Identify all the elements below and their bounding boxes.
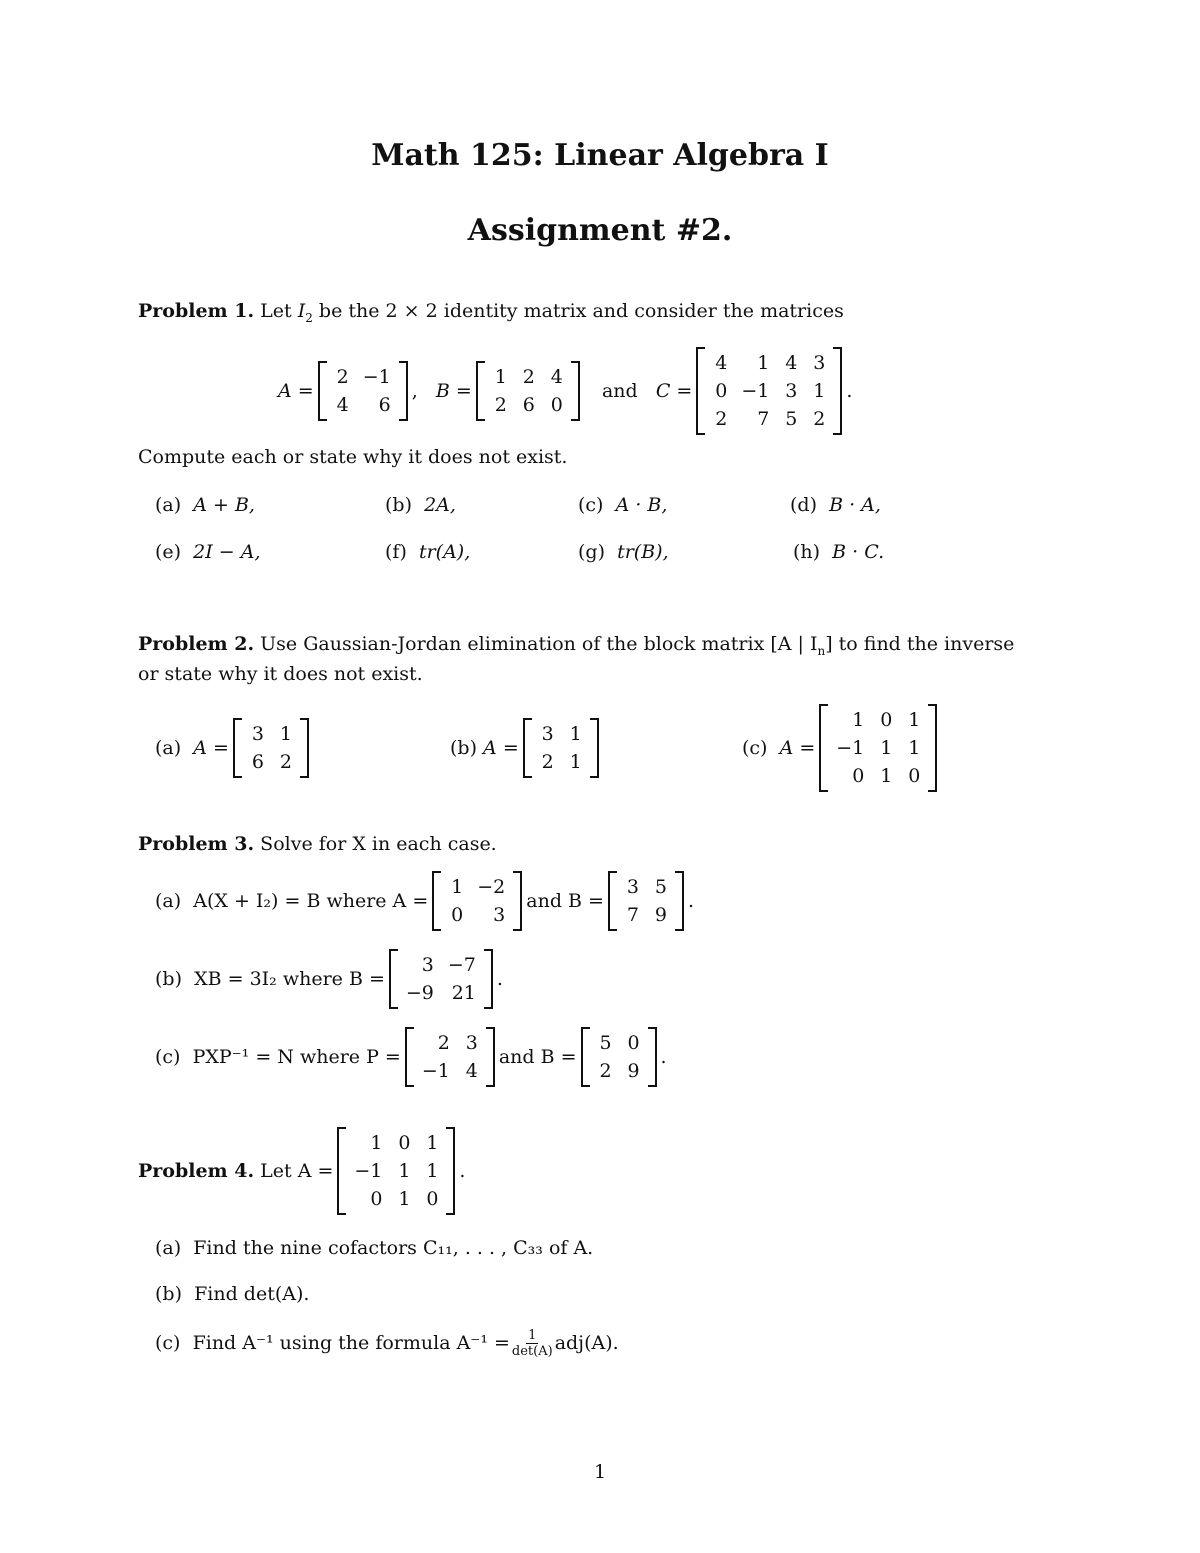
- matrix-entry: −1: [354, 1160, 383, 1182]
- matrix-a: [318, 361, 408, 421]
- problem-1-heading: Problem 1.: [138, 300, 255, 322]
- matrix-entry: −2: [477, 876, 506, 898]
- matrix-2a: [233, 718, 309, 778]
- bracket-left: [405, 1027, 414, 1087]
- matrix-entry: 3: [626, 876, 639, 898]
- matrix-entry: 1: [908, 737, 921, 759]
- matrix-entry: −1: [421, 1060, 450, 1082]
- bracket-left: [608, 871, 617, 931]
- problem-3c: (c) PXP⁻¹ = N where P = 2 3 −1 4 and B = 5 0 2 9 .: [155, 1027, 667, 1087]
- matrix-entry: 1: [813, 380, 826, 402]
- matrix-3a-a: [432, 871, 522, 931]
- problem-1-intro: Problem 1. Let $I_2$ be the 2 × 2 identity matrix and consider the matrices: [138, 300, 844, 325]
- matrix-entry: 1: [852, 709, 865, 731]
- matrix-entry: 5: [785, 408, 798, 430]
- matrix-entry: 1: [908, 709, 921, 731]
- matrix-entry: 0: [451, 904, 464, 926]
- matrix-entry: 1: [398, 1188, 411, 1210]
- matrix-entry: −1: [741, 380, 770, 402]
- matrix-entry: 2: [813, 408, 826, 430]
- part-1a: (a) A + B,: [155, 494, 255, 516]
- matrix-entry: 0: [370, 1188, 383, 1210]
- problem-1-matrices: A = 2 −1 4 6 , B = 1 2 4 2 6 0 and C = 4 1 4 3 0 −1 3 1 2 7 5 2 .: [278, 348, 852, 434]
- bracket-right: [675, 871, 684, 931]
- matrix-entry: 0: [398, 1132, 411, 1154]
- matrix-entry: 4: [336, 394, 349, 416]
- part-1b: (b) 2A,: [385, 494, 456, 516]
- bracket-right: [833, 347, 842, 435]
- part-1d: (d) B · A,: [790, 494, 881, 516]
- bracket-right: [399, 361, 408, 421]
- matrix-entry: 3: [251, 723, 264, 745]
- problem-2-intro-line2: or state why it does not exist.: [138, 663, 423, 685]
- matrix-entry: 4: [715, 352, 728, 374]
- problem-2-intro: Problem 2. Use Gaussian-Jordan elimination of the block matrix [A | $I_n$] to find the inverse: [138, 633, 1015, 658]
- matrix-entry: −7: [447, 954, 476, 976]
- matrix-2c: [819, 704, 937, 792]
- problem-3b: (b) XB = 3I₂ where B = 3 −7 −9 21 .: [155, 949, 503, 1009]
- matrix-c: [696, 347, 842, 435]
- problem-4a: (a) Find the nine cofactors C₁₁, . . . , C₃₃ of A.: [155, 1237, 594, 1259]
- part-1f: (f) tr(A),: [385, 541, 471, 563]
- problem-3a: (a) A(X + I₂) = B where A = 1 −2 0 3 and B = 3 5 7 9 .: [155, 871, 694, 931]
- problem-4c: (c) Find A⁻¹ using the formula A⁻¹ = $\frac{1}{\det(A)}$ adj(A).: [155, 1327, 619, 1359]
- and-text: and: [601, 380, 638, 402]
- bracket-left: [432, 871, 441, 931]
- bracket-left: [523, 718, 532, 778]
- matrix-entry: 0: [550, 394, 563, 416]
- bracket-right: [571, 361, 580, 421]
- matrix-entry: 1: [451, 876, 464, 898]
- matrix-entry: 9: [654, 904, 667, 926]
- problem-2c: (c) A = 1 0 1 −1 1 1 0 1 0: [742, 705, 941, 791]
- page-subtitle: Assignment #2.: [467, 213, 733, 248]
- matrix-entry: −1: [836, 737, 865, 759]
- matrix-entry: 2: [279, 751, 292, 773]
- problem-2b: (b) A = 3 1 2 1: [450, 718, 603, 778]
- problem-3-heading: Problem 3.: [138, 833, 255, 855]
- problem-4-heading: Problem 4.: [138, 1160, 255, 1182]
- bracket-left: [337, 1127, 346, 1215]
- matrix-4a: [337, 1127, 455, 1215]
- matrix-entry: 0: [908, 765, 921, 787]
- part-1e: (e) 2I − A,: [155, 541, 261, 563]
- matrix-entry: 5: [654, 876, 667, 898]
- bracket-right: [648, 1027, 657, 1087]
- matrix-entry: 1: [757, 352, 770, 374]
- bracket-right: [928, 704, 937, 792]
- matrix-entry: 2: [437, 1032, 450, 1054]
- matrix-entry: 1: [880, 765, 893, 787]
- matrix-entry: 4: [550, 366, 563, 388]
- matrix-b: [476, 361, 580, 421]
- matrix-entry: 1: [494, 366, 507, 388]
- problem-1-compute: Compute each or state why it does not exist.: [138, 446, 568, 468]
- part-1c: (c) A · B,: [578, 494, 668, 516]
- problem-1-intro-text: be the 2 × 2 identity matrix and consider the matrices: [318, 300, 844, 322]
- matrix-entry: 2: [494, 394, 507, 416]
- problem-4-intro: Problem 4. Let A = 1 0 1 −1 1 1 0 1 0 .: [138, 1128, 465, 1214]
- page-number: 1: [593, 1461, 607, 1483]
- matrix-entry: 3: [421, 954, 434, 976]
- bracket-left: [389, 949, 398, 1009]
- matrix-entry: 3: [785, 380, 798, 402]
- matrix-entry: 5: [599, 1032, 612, 1054]
- matrix-entry: 1: [398, 1160, 411, 1182]
- part-1g: (g) tr(B),: [578, 541, 669, 563]
- matrix-entry: 0: [426, 1188, 439, 1210]
- fraction: $\frac{1}{\det(A)}$: [511, 1327, 553, 1359]
- problem-3-intro: Problem 3. Solve for X in each case.: [138, 833, 497, 855]
- bracket-left: [318, 361, 327, 421]
- matrix-entry: −1: [362, 366, 391, 388]
- matrix-entry: 4: [785, 352, 798, 374]
- matrix-entry: 0: [627, 1032, 640, 1054]
- matrix-3a-b: [608, 871, 684, 931]
- matrix-entry: 1: [880, 737, 893, 759]
- matrix-entry: 6: [378, 394, 391, 416]
- problem-1-let: Let: [260, 300, 292, 322]
- matrix-entry: 3: [541, 723, 554, 745]
- matrix-entry: 1: [279, 723, 292, 745]
- matrix-entry: 21: [451, 982, 476, 1004]
- matrix-entry: 4: [465, 1060, 478, 1082]
- bracket-left: [696, 347, 705, 435]
- bracket-right: [486, 1027, 495, 1087]
- part-1h: (h) B · C.: [793, 541, 885, 563]
- bracket-right: [484, 949, 493, 1009]
- matrix-entry: 3: [465, 1032, 478, 1054]
- matrix-entry: −9: [405, 982, 434, 1004]
- matrix-entry: 2: [522, 366, 535, 388]
- matrix-2b: [523, 718, 599, 778]
- problem-2a: (a) A = 3 1 6 2: [155, 718, 313, 778]
- matrix-entry: 7: [626, 904, 639, 926]
- matrix-entry: 6: [251, 751, 264, 773]
- matrix-entry: 6: [522, 394, 535, 416]
- matrix-entry: 2: [599, 1060, 612, 1082]
- page-title: Math 125: Linear Algebra I: [371, 138, 829, 173]
- matrix-entry: 1: [370, 1132, 383, 1154]
- bracket-right: [300, 718, 309, 778]
- matrix-entry: 9: [627, 1060, 640, 1082]
- matrix-entry: 0: [715, 380, 728, 402]
- problem-4b: (b) Find det(A).: [155, 1283, 310, 1305]
- bracket-right: [590, 718, 599, 778]
- bracket-left: [581, 1027, 590, 1087]
- matrix-entry: 2: [715, 408, 728, 430]
- matrix-entry: 3: [813, 352, 826, 374]
- matrix-entry: 0: [852, 765, 865, 787]
- bracket-left: [819, 704, 828, 792]
- matrix-entry: 2: [336, 366, 349, 388]
- matrix-entry: 1: [426, 1132, 439, 1154]
- matrix-entry: 2: [541, 751, 554, 773]
- matrix-entry: 1: [426, 1160, 439, 1182]
- bracket-right: [513, 871, 522, 931]
- matrix-3b-b: [389, 949, 493, 1009]
- matrix-entry: 1: [569, 723, 582, 745]
- matrix-entry: 1: [569, 751, 582, 773]
- matrix-entry: 7: [757, 408, 770, 430]
- matrix-3c-p: [405, 1027, 495, 1087]
- matrix-entry: 0: [880, 709, 893, 731]
- bracket-left: [233, 718, 242, 778]
- bracket-left: [476, 361, 485, 421]
- matrix-entry: 3: [493, 904, 506, 926]
- problem-2-heading: Problem 2.: [138, 633, 255, 655]
- bracket-right: [446, 1127, 455, 1215]
- matrix-3c-b: [581, 1027, 657, 1087]
